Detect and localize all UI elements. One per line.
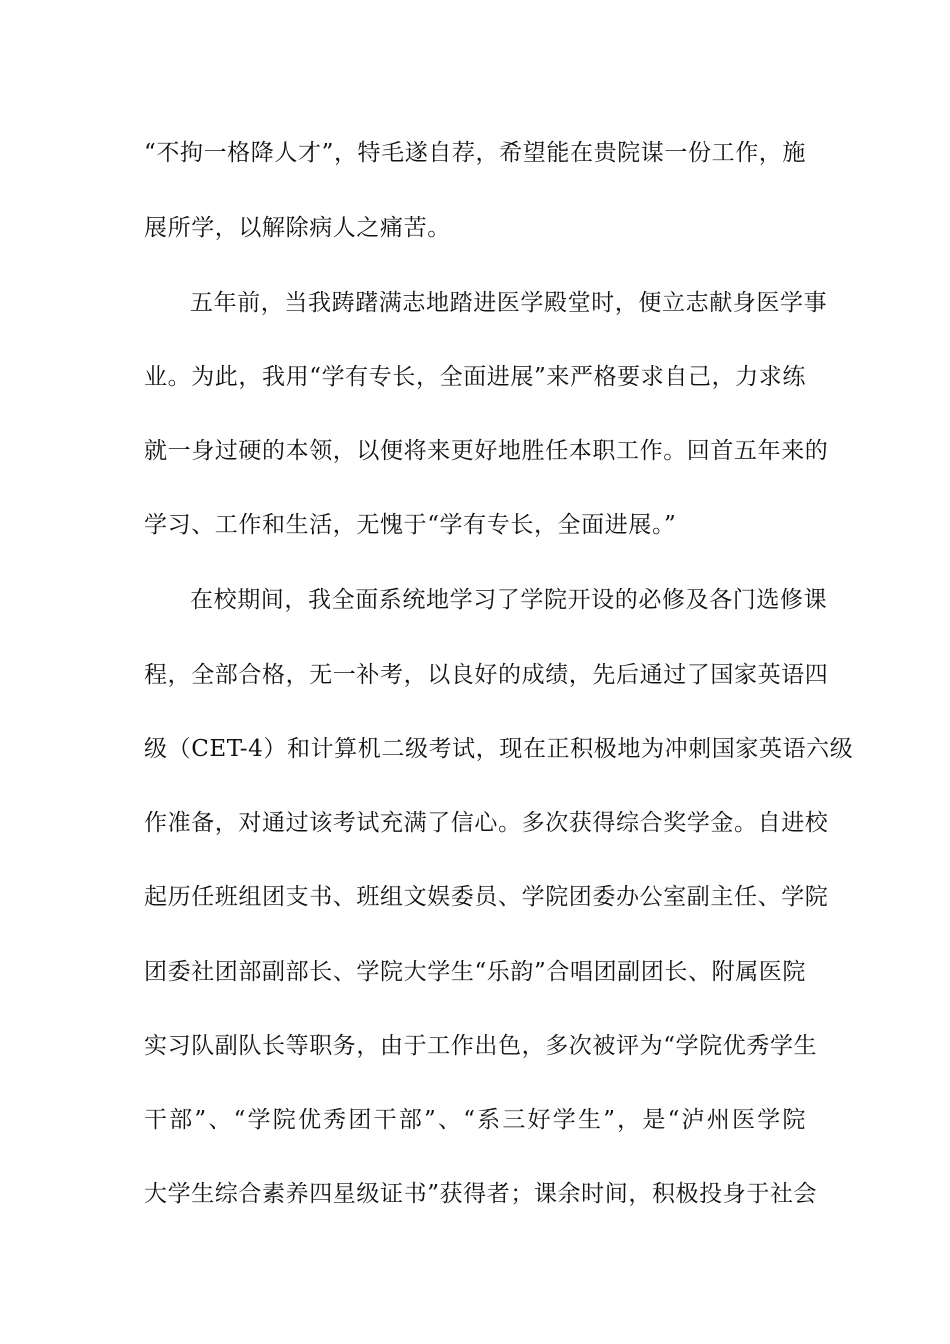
paragraph-line: 业。为此，我用“学有专长，全面进展”来严格要求自己，力求练 (144, 364, 806, 390)
paragraph-line: 在校期间，我全面系统地学习了学院开设的必修及各门选修课 (190, 587, 828, 613)
paragraph-line: 作准备，对通过该考试充满了信心。多次获得综合奖学金。自进校 (144, 810, 829, 836)
paragraph-line: 程，全部合格，无一补考，以良好的成绩，先后通过了国家英语四 (144, 662, 829, 688)
paragraph-line: 大学生综合素养四星级证书”获得者；课余时间，积极投身于社会 (144, 1181, 818, 1207)
paragraph-line: 实习队副队长等职务，由于工作出色，多次被评为“学院优秀学生 (144, 1033, 818, 1059)
paragraph-line: 级（CET-4）和计算机二级考试，现在正积极地为冲刺国家英语六级 (144, 736, 854, 762)
paragraph-line: 起历任班组团支书、班组文娱委员、学院团委办公室副主任、学院 (144, 884, 829, 910)
paragraph-line: 干部”、“学院优秀团干部”、“系三好学生”，是“泸州医学院 (144, 1107, 806, 1133)
paragraph-line: 就一身过硬的本领，以便将来更好地胜任本职工作。回首五年来的 (144, 438, 829, 464)
paragraph-line: 学习、工作和生活，无愧于“学有专长，全面进展。” (144, 512, 677, 538)
paragraph-line: “不拘一格降人才”，特毛遂自荐，希望能在贵院谋一份工作，施 (144, 140, 806, 166)
paragraph-line: 团委社团部副部长、学院大学生“乐韵”合唱团副团长、附属医院 (144, 959, 806, 985)
paragraph-line: 展所学，以解除病人之痛苦。 (144, 215, 451, 241)
paragraph-line: 五年前，当我踌躇满志地踏进医学殿堂时，便立志献身医学事 (190, 290, 828, 316)
